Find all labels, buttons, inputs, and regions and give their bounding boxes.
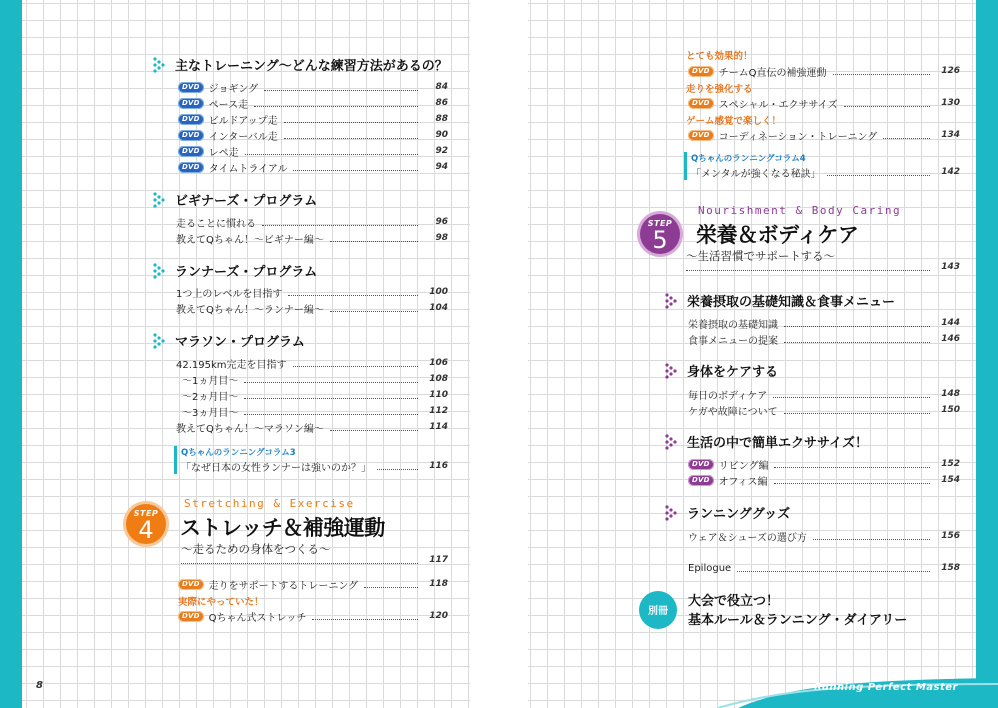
toc-entry[interactable] bbox=[178, 143, 448, 159]
entry-page-number: 120 bbox=[429, 611, 448, 621]
step-5-english-title: Nourishment & Body Caring bbox=[698, 204, 902, 217]
entry-label: ジョギング bbox=[208, 83, 259, 95]
toc-entry[interactable] bbox=[182, 403, 448, 419]
leader-dots bbox=[844, 106, 930, 107]
leader-dots bbox=[784, 342, 930, 343]
entry-label: ～3ヵ月目～ bbox=[182, 407, 239, 419]
toc-entry[interactable] bbox=[176, 419, 448, 435]
leader-dots bbox=[264, 90, 418, 91]
entry-label: ～1ヵ月目～ bbox=[182, 375, 239, 387]
section-title-body-care bbox=[665, 361, 778, 380]
leader-dots bbox=[181, 563, 418, 564]
toc-entry[interactable] bbox=[688, 402, 960, 418]
leader-dots bbox=[330, 241, 418, 242]
section-title-exercise bbox=[665, 432, 868, 451]
supplement-badge bbox=[638, 590, 678, 630]
section-title-marathon bbox=[153, 331, 305, 350]
page-number: 8 bbox=[36, 680, 43, 691]
chevron-dots-icon bbox=[153, 192, 167, 208]
dvd-icon: DVD bbox=[178, 579, 204, 590]
entry-label: 走ることに慣れる bbox=[176, 218, 256, 230]
step-5-title: 栄養＆ボディケア bbox=[696, 223, 859, 247]
column-title: Qちゃんのランニングコラム4 bbox=[691, 154, 806, 164]
entry-label: スペシャル・エクササイズ bbox=[718, 99, 838, 111]
toc-entry[interactable] bbox=[182, 371, 448, 387]
entry-page-number: 130 bbox=[941, 98, 960, 108]
dvd-icon: DVD bbox=[178, 114, 204, 125]
entry-label: 42.195km完走を目指す bbox=[176, 359, 287, 371]
entry-page-number: 108 bbox=[429, 374, 448, 384]
chevron-dots-icon bbox=[665, 363, 679, 379]
column-entry bbox=[181, 458, 448, 474]
chevron-dots-icon bbox=[153, 57, 167, 73]
section-title-nutrition bbox=[665, 291, 895, 310]
leader-dots bbox=[330, 311, 418, 312]
dvd-icon: DVD bbox=[178, 162, 204, 173]
entry-page-number: 114 bbox=[429, 422, 448, 432]
leader-dots bbox=[827, 175, 930, 176]
left-page-edge-band bbox=[0, 0, 22, 708]
running-column-3[interactable] bbox=[174, 446, 448, 474]
entry-label: 「メンタルが強くなる秘訣」 bbox=[691, 168, 821, 180]
chevron-dots-icon bbox=[665, 434, 679, 450]
entry-label: インターバル走 bbox=[208, 131, 278, 143]
entry-label: Qちゃん式ストレッチ bbox=[208, 612, 307, 624]
section-title-text: 主なトレーニング～どんな練習方法があるの？ bbox=[175, 59, 448, 74]
leader-dots bbox=[244, 382, 418, 383]
running-column-4[interactable] bbox=[684, 152, 960, 180]
right-page bbox=[528, 0, 998, 708]
entry-page-number: 112 bbox=[429, 406, 448, 416]
step-number: 4 bbox=[138, 516, 154, 544]
toc-entry[interactable] bbox=[178, 159, 448, 175]
leader-dots bbox=[244, 398, 418, 399]
leader-dots bbox=[254, 106, 418, 107]
toc-entry[interactable] bbox=[178, 79, 448, 95]
toc-entry[interactable] bbox=[176, 300, 448, 316]
entry-page-number: 90 bbox=[435, 130, 448, 140]
entry-page-number: 126 bbox=[941, 66, 960, 76]
dvd-icon: DVD bbox=[688, 66, 714, 77]
toc-entry[interactable] bbox=[688, 472, 960, 488]
step-4-title: ストレッチ＆補強運動 bbox=[180, 516, 385, 540]
chevron-dots-icon bbox=[153, 263, 167, 279]
entry-page-number: 142 bbox=[941, 167, 960, 177]
subsection-heading: ゲーム感覚で楽しく！ bbox=[686, 116, 782, 127]
entry-page-number: 96 bbox=[435, 217, 448, 227]
entry-label: ケガや故障について bbox=[688, 406, 778, 418]
entry-page-number: 106 bbox=[429, 358, 448, 368]
toc-entry[interactable] bbox=[688, 127, 960, 143]
entry-label: タイムトライアル bbox=[208, 163, 288, 175]
dvd-icon: DVD bbox=[178, 82, 204, 93]
toc-entry[interactable] bbox=[176, 230, 448, 246]
toc-entry-epilogue[interactable] bbox=[688, 560, 960, 576]
leader-dots bbox=[833, 74, 930, 75]
entry-page-number: 148 bbox=[941, 389, 960, 399]
entry-label: リビング編 bbox=[718, 460, 769, 472]
supplement-badge-label: 別冊 bbox=[648, 606, 668, 617]
step-label: STEP bbox=[647, 219, 673, 228]
toc-entry[interactable] bbox=[178, 608, 448, 624]
toc-entry[interactable] bbox=[176, 214, 448, 230]
entry-label: 毎日のボディケア bbox=[688, 390, 768, 402]
leader-dots bbox=[293, 366, 418, 367]
leader-dots bbox=[784, 326, 930, 327]
step-5-page-row[interactable] bbox=[686, 260, 960, 274]
right-page-edge-band bbox=[976, 0, 998, 708]
entry-label: 教えてQちゃん！～マラソン編～ bbox=[176, 423, 324, 435]
supplement-title[interactable] bbox=[688, 592, 907, 630]
entry-label: 走りをサポートするトレーニング bbox=[208, 580, 359, 592]
subsection-heading: 走りを強化する bbox=[686, 84, 753, 95]
leader-dots bbox=[364, 587, 418, 588]
entry-label: Epilogue bbox=[688, 562, 732, 574]
leader-dots bbox=[737, 571, 930, 572]
subsection-heading: とても効果的！ bbox=[686, 51, 753, 62]
entry-page-number: 104 bbox=[429, 303, 448, 313]
entry-page-number: 92 bbox=[435, 146, 448, 156]
section-title-text: 栄養摂取の基礎知識＆食事メニュー bbox=[687, 295, 896, 310]
entry-page-number: 154 bbox=[941, 475, 960, 485]
toc-entry[interactable] bbox=[178, 111, 448, 127]
entry-page-number: 88 bbox=[435, 114, 448, 124]
step-label: STEP bbox=[133, 509, 159, 518]
left-page bbox=[0, 0, 470, 708]
step-4-english-title: Stretching & Exercise bbox=[184, 497, 355, 510]
entry-label: 1つ上のレベルを目指す bbox=[176, 288, 283, 300]
entry-page-number: 152 bbox=[941, 459, 960, 469]
entry-page-number: 143 bbox=[941, 262, 960, 272]
entry-label: チームQ直伝の補強運動 bbox=[718, 67, 827, 79]
entry-label: 食事メニューの提案 bbox=[688, 335, 778, 347]
section-title-main-training bbox=[153, 55, 448, 74]
supplement-title-line-1: 大会で役立つ！ bbox=[688, 594, 780, 609]
subsection-heading: 実際にやっていた！ bbox=[178, 597, 264, 608]
leader-dots bbox=[813, 539, 930, 540]
entry-page-number: 158 bbox=[941, 563, 960, 573]
toc-entry[interactable] bbox=[688, 528, 960, 544]
dvd-icon: DVD bbox=[178, 611, 204, 622]
dvd-icon: DVD bbox=[178, 130, 204, 141]
entry-label: ～2ヵ月目～ bbox=[182, 391, 239, 403]
section-title-text: ランナーズ・プログラム bbox=[175, 265, 318, 280]
entry-label: ウェア＆シューズの選び方 bbox=[688, 532, 807, 544]
leader-dots bbox=[883, 138, 930, 139]
toc-entry[interactable] bbox=[688, 386, 960, 402]
entry-label: コーディネーション・トレーニング bbox=[718, 131, 878, 143]
entry-page-number: 86 bbox=[435, 98, 448, 108]
toc-entry[interactable] bbox=[688, 63, 960, 79]
entry-page-number: 117 bbox=[429, 555, 448, 565]
entry-page-number: 94 bbox=[435, 162, 448, 172]
leader-dots bbox=[330, 430, 418, 431]
toc-entry[interactable] bbox=[176, 355, 448, 371]
leader-dots bbox=[262, 225, 418, 226]
column-title: Qちゃんのランニングコラム3 bbox=[181, 448, 296, 458]
dvd-icon: DVD bbox=[688, 459, 714, 470]
leader-dots bbox=[774, 483, 930, 484]
entry-page-number: 156 bbox=[941, 531, 960, 541]
footer-band bbox=[528, 666, 998, 708]
dvd-icon: DVD bbox=[688, 130, 714, 141]
section-title-runners bbox=[153, 261, 317, 280]
entry-page-number: 146 bbox=[941, 334, 960, 344]
section-title-text: 生活の中で簡単エクササイズ！ bbox=[687, 436, 868, 451]
step-5-subtitle: ～生活習慣でサポートする～ bbox=[686, 249, 836, 263]
leader-dots bbox=[288, 295, 418, 296]
entry-label: 栄養摂取の基礎知識 bbox=[688, 319, 778, 331]
toc-entry[interactable] bbox=[688, 331, 960, 347]
toc-entry[interactable] bbox=[178, 127, 448, 143]
column-entry bbox=[691, 164, 960, 180]
leader-dots bbox=[784, 413, 930, 414]
entry-label: オフィス編 bbox=[718, 476, 768, 488]
dvd-icon: DVD bbox=[688, 475, 714, 486]
leader-dots bbox=[245, 154, 418, 155]
leader-dots bbox=[244, 414, 418, 415]
entry-label: 教えてQちゃん！～ビギナー編～ bbox=[176, 234, 324, 246]
section-title-text: マラソン・プログラム bbox=[175, 335, 305, 350]
toc-entry[interactable] bbox=[176, 284, 448, 300]
entry-page-number: 110 bbox=[429, 390, 448, 400]
entry-page-number: 84 bbox=[435, 82, 448, 92]
chevron-dots-icon bbox=[153, 333, 167, 349]
leader-dots bbox=[293, 170, 418, 171]
leader-dots bbox=[686, 270, 930, 271]
toc-entry[interactable] bbox=[182, 387, 448, 403]
dvd-icon: DVD bbox=[178, 146, 204, 157]
entry-page-number: 134 bbox=[941, 130, 960, 140]
supplement-title-line-2: 基本ルール＆ランニング・ダイアリー bbox=[688, 613, 908, 628]
entry-page-number: 150 bbox=[941, 405, 960, 415]
entry-label: ビルドアップ走 bbox=[208, 115, 278, 127]
footer-book-title: Running Perfect Master bbox=[814, 682, 958, 693]
leader-dots bbox=[773, 397, 930, 398]
entry-page-number: 144 bbox=[941, 318, 960, 328]
entry-label: 「なぜ日本の女性ランナーは強いのか？」 bbox=[181, 462, 371, 474]
section-title-beginners bbox=[153, 190, 317, 209]
leader-dots bbox=[284, 138, 418, 139]
dvd-icon: DVD bbox=[688, 98, 714, 109]
step-4-subtitle: ～走るための身体をつくる～ bbox=[181, 542, 331, 556]
leader-dots bbox=[284, 122, 418, 123]
step-4-badge bbox=[122, 500, 170, 548]
toc-entry[interactable] bbox=[178, 95, 448, 111]
section-title-text: ビギナーズ・プログラム bbox=[175, 194, 318, 209]
toc-entry[interactable] bbox=[178, 576, 448, 592]
entry-page-number: 98 bbox=[435, 233, 448, 243]
step-4-page-row[interactable] bbox=[181, 553, 448, 567]
entry-label: 教えてQちゃん！～ランナー編～ bbox=[176, 304, 324, 316]
entry-page-number: 100 bbox=[429, 287, 448, 297]
entry-label: レペ走 bbox=[208, 147, 239, 159]
section-title-running-goods bbox=[665, 503, 790, 522]
toc-entry[interactable] bbox=[688, 315, 960, 331]
step-5-badge bbox=[636, 210, 684, 258]
chevron-dots-icon bbox=[665, 505, 679, 521]
chevron-dots-icon bbox=[665, 293, 679, 309]
entry-label: ペース走 bbox=[208, 99, 249, 111]
section-title-text: 身体をケアする bbox=[687, 365, 779, 380]
toc-entry[interactable] bbox=[688, 95, 960, 111]
step-number: 5 bbox=[652, 226, 668, 254]
section-title-text: ランニンググッズ bbox=[687, 507, 791, 522]
toc-entry[interactable] bbox=[688, 456, 960, 472]
entry-page-number: 118 bbox=[429, 579, 448, 589]
dvd-icon: DVD bbox=[178, 98, 204, 109]
leader-dots bbox=[312, 619, 418, 620]
leader-dots bbox=[377, 469, 418, 470]
entry-page-number: 116 bbox=[429, 461, 448, 471]
leader-dots bbox=[774, 467, 930, 468]
